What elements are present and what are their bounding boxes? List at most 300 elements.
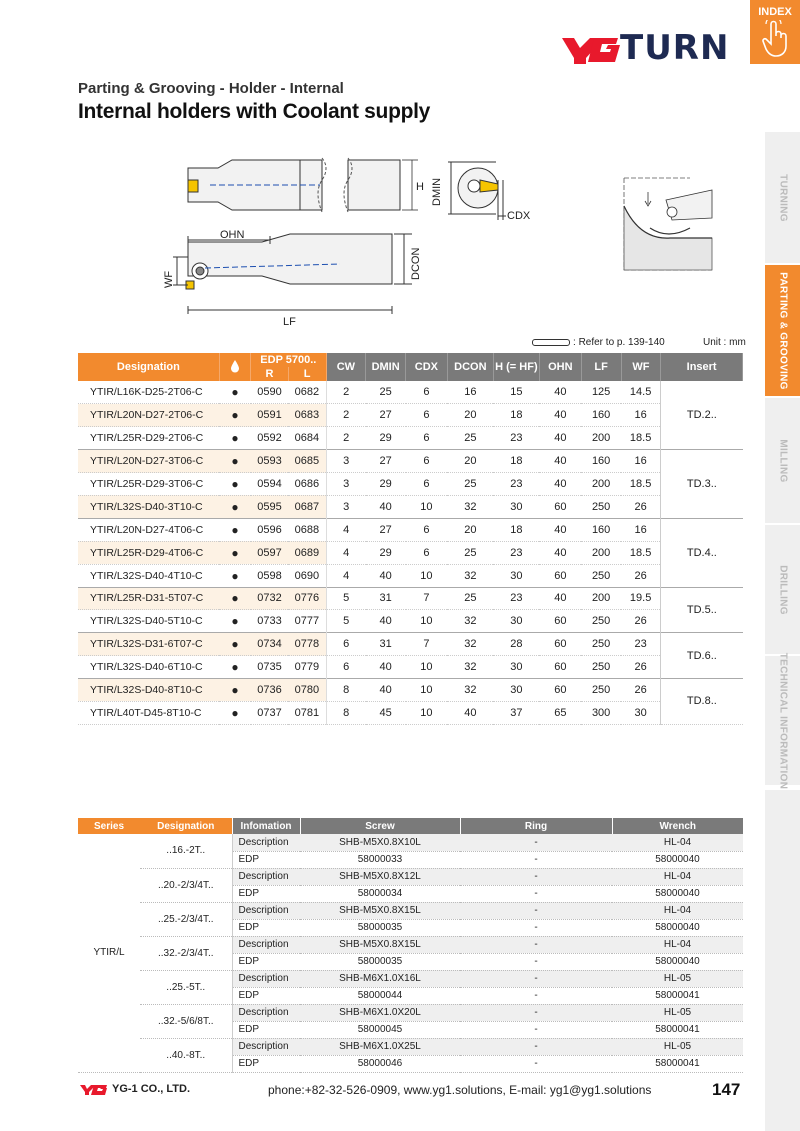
cell-screw: SHB-M5X0.8X15L — [300, 936, 460, 953]
table-row — [78, 936, 743, 953]
holder-table — [78, 353, 743, 725]
cell-h: 30 — [493, 495, 539, 518]
cell-cdx: 10 — [406, 679, 448, 702]
col-edp: EDP 5700.. — [251, 353, 326, 367]
cell-wf: 18.5 — [621, 427, 661, 450]
cell-wf: 18.5 — [621, 541, 661, 564]
holder-drawing — [0, 140, 760, 340]
cell-edp-r: 0597 — [251, 541, 289, 564]
cell-ring: - — [460, 1021, 612, 1038]
cell-dcon: 32 — [447, 633, 493, 656]
col-edp-r: R — [251, 367, 289, 381]
cell-wrench: 58000041 — [612, 1021, 743, 1038]
col-cdx: CDX — [406, 353, 448, 381]
cell-cw: 2 — [326, 427, 366, 450]
cell-wrench: 58000041 — [612, 1055, 743, 1072]
table-row — [78, 633, 743, 656]
cell-ohn: 40 — [539, 473, 581, 496]
cell-edp-l: 0682 — [288, 381, 326, 404]
table-row — [78, 473, 743, 496]
table-row — [78, 495, 743, 518]
cell-lf: 300 — [581, 701, 621, 724]
cell-screw: SHB-M5X0.8X15L — [300, 902, 460, 919]
cell-dmin: 31 — [366, 587, 406, 610]
cell-edp-r: 0737 — [251, 701, 289, 724]
cell-dmin: 40 — [366, 564, 406, 587]
col-cw: CW — [326, 353, 366, 381]
contact-info: phone:+82-32-526-0909, www.yg1.solutions, E-mail: yg1@yg1.solutions — [268, 1083, 652, 1097]
cell-dcon: 32 — [447, 610, 493, 633]
cell-edp-l: 0690 — [288, 564, 326, 587]
cell-h: 30 — [493, 656, 539, 679]
cell-insert: TD.8.. — [661, 679, 743, 725]
svg-text:WF: WF — [163, 270, 175, 288]
cell-wf: 16 — [621, 404, 661, 427]
cell-dcon: 32 — [447, 679, 493, 702]
cell-wrench: HL-04 — [612, 868, 743, 885]
cell-dmin: 29 — [366, 473, 406, 496]
cell-info-label: EDP — [232, 851, 300, 868]
cell-cdx: 6 — [406, 518, 448, 541]
cell-dcon: 16 — [447, 381, 493, 404]
cell-edp-l: 0777 — [288, 610, 326, 633]
coolant-dot-icon: ● — [219, 701, 250, 724]
table-row — [78, 1004, 743, 1021]
cell-ohn: 40 — [539, 381, 581, 404]
col-series: Series — [78, 818, 140, 834]
cell-cw: 3 — [326, 495, 366, 518]
cell-cdx: 7 — [406, 633, 448, 656]
table-row — [78, 564, 743, 587]
cell-h: 28 — [493, 633, 539, 656]
cell-h: 30 — [493, 679, 539, 702]
cell-h: 18 — [493, 450, 539, 473]
col-insert: Insert — [661, 353, 743, 381]
col-screw: Screw — [300, 818, 460, 834]
cell-dmin: 29 — [366, 541, 406, 564]
cell-info-label: EDP — [232, 987, 300, 1004]
cell-edp-r: 0735 — [251, 656, 289, 679]
cell-dcon: 20 — [447, 450, 493, 473]
col-ohn: OHN — [539, 353, 581, 381]
coolant-dot-icon: ● — [219, 587, 250, 610]
cell-ring: - — [460, 953, 612, 970]
cell-insert: TD.5.. — [661, 587, 743, 633]
cell-wrench: 58000040 — [612, 851, 743, 868]
cell-wrench: HL-05 — [612, 1038, 743, 1055]
cell-dmin: 40 — [366, 656, 406, 679]
cell-info-label: EDP — [232, 953, 300, 970]
table-row — [78, 902, 743, 919]
cell-wrench: HL-05 — [612, 1004, 743, 1021]
cell-ring: - — [460, 970, 612, 987]
cell-insert: TD.4.. — [661, 518, 743, 587]
index-tab[interactable] — [750, 0, 800, 64]
cell-edp-l: 0776 — [288, 587, 326, 610]
cell-h: 18 — [493, 518, 539, 541]
cell-info-label: Description — [232, 1004, 300, 1021]
cell-cdx: 6 — [406, 427, 448, 450]
cell-lf: 250 — [581, 495, 621, 518]
cell-cdx: 6 — [406, 404, 448, 427]
cell-ohn: 60 — [539, 679, 581, 702]
cell-designation: YTIR/L32S-D31-6T07-C — [78, 633, 219, 656]
cell-dmin: 45 — [366, 701, 406, 724]
cell-insert: TD.2.. — [661, 381, 743, 450]
cell-ohn: 60 — [539, 564, 581, 587]
cell-edp-l: 0780 — [288, 679, 326, 702]
cell-dcon: 32 — [447, 564, 493, 587]
cell-dcon: 25 — [447, 427, 493, 450]
cell-screw: SHB-M6X1.0X20L — [300, 1004, 460, 1021]
insert-ref-icon — [532, 339, 570, 346]
svg-text:CDX: CDX — [507, 210, 531, 222]
cell-h: 15 — [493, 381, 539, 404]
coolant-dot-icon: ● — [219, 518, 250, 541]
side-tab-milling[interactable]: MILLING — [765, 398, 800, 524]
coolant-dot-icon: ● — [219, 541, 250, 564]
cell-lf: 160 — [581, 518, 621, 541]
cell-edp-r: 0590 — [251, 381, 289, 404]
cell-edp-l: 0685 — [288, 450, 326, 473]
cell-wrench: HL-04 — [612, 936, 743, 953]
company-name: YG-1 CO., LTD. — [112, 1083, 191, 1095]
cell-info-label: Description — [232, 936, 300, 953]
cell-info-label: Description — [232, 970, 300, 987]
cell-ohn: 65 — [539, 701, 581, 724]
cell-cw: 8 — [326, 679, 366, 702]
svg-text:LF: LF — [283, 316, 296, 328]
cell-h: 23 — [493, 541, 539, 564]
cell-designation: YTIR/L32S-D40-6T10-C — [78, 656, 219, 679]
cell-lf: 250 — [581, 564, 621, 587]
coolant-dot-icon: ● — [219, 495, 250, 518]
cell-ring: - — [460, 1038, 612, 1055]
cell-screw: 58000046 — [300, 1055, 460, 1072]
coolant-dot-icon: ● — [219, 633, 250, 656]
cell-wf: 26 — [621, 564, 661, 587]
index-label: INDEX — [758, 6, 792, 18]
cell-cdx: 6 — [406, 473, 448, 496]
cell-wrench: 58000040 — [612, 885, 743, 902]
cell-screw: 58000035 — [300, 953, 460, 970]
col-ring: Ring — [460, 818, 612, 834]
cell-acc-designation: ..16.-2T.. — [140, 834, 232, 868]
coolant-dot-icon: ● — [219, 404, 250, 427]
page-title: Internal holders with Coolant supply — [78, 100, 431, 123]
cell-h: 30 — [493, 564, 539, 587]
cell-cw: 3 — [326, 450, 366, 473]
cell-edp-r: 0596 — [251, 518, 289, 541]
cell-h: 18 — [493, 404, 539, 427]
reference-note: : Refer to p. 139-140 — [532, 337, 665, 348]
cell-h: 30 — [493, 610, 539, 633]
col-lf: LF — [581, 353, 621, 381]
cell-cw: 8 — [326, 701, 366, 724]
cell-dcon: 25 — [447, 473, 493, 496]
coolant-dot-icon: ● — [219, 564, 250, 587]
col-wf: WF — [621, 353, 661, 381]
table-row — [78, 450, 743, 473]
cell-cdx: 6 — [406, 541, 448, 564]
cell-info-label: EDP — [232, 885, 300, 902]
cell-edp-r: 0734 — [251, 633, 289, 656]
cell-dmin: 27 — [366, 518, 406, 541]
cell-cdx: 10 — [406, 564, 448, 587]
cell-ring: - — [460, 1004, 612, 1021]
table-row — [78, 381, 743, 404]
cell-lf: 250 — [581, 610, 621, 633]
cell-designation: YTIR/L32S-D40-8T10-C — [78, 679, 219, 702]
cell-edp-l: 0688 — [288, 518, 326, 541]
cell-screw: SHB-M5X0.8X10L — [300, 834, 460, 851]
cell-insert: TD.3.. — [661, 450, 743, 519]
cell-dcon: 20 — [447, 518, 493, 541]
cell-cw: 3 — [326, 473, 366, 496]
cell-wrench: HL-04 — [612, 834, 743, 851]
cell-ohn: 60 — [539, 656, 581, 679]
cell-edp-l: 0684 — [288, 427, 326, 450]
coolant-dot-icon: ● — [219, 610, 250, 633]
cell-lf: 200 — [581, 427, 621, 450]
cell-edp-l: 0686 — [288, 473, 326, 496]
cell-edp-r: 0592 — [251, 427, 289, 450]
cell-wf: 26 — [621, 610, 661, 633]
cell-edp-r: 0598 — [251, 564, 289, 587]
cell-ring: - — [460, 868, 612, 885]
cell-designation: YTIR/L20N-D27-2T06-C — [78, 404, 219, 427]
cell-dmin: 25 — [366, 381, 406, 404]
cell-wf: 26 — [621, 679, 661, 702]
cell-wf: 30 — [621, 701, 661, 724]
cell-insert: TD.6.. — [661, 633, 743, 679]
cell-wrench: 58000041 — [612, 987, 743, 1004]
cell-edp-l: 0778 — [288, 633, 326, 656]
cell-acc-designation: ..40.-8T.. — [140, 1038, 232, 1072]
accessories-table — [78, 818, 743, 1073]
cell-ohn: 60 — [539, 495, 581, 518]
cell-wrench: HL-05 — [612, 970, 743, 987]
cell-wrench: 58000040 — [612, 919, 743, 936]
cell-lf: 200 — [581, 473, 621, 496]
cell-ohn: 60 — [539, 610, 581, 633]
cell-lf: 160 — [581, 404, 621, 427]
coolant-dot-icon: ● — [219, 656, 250, 679]
table-row — [78, 868, 743, 885]
page-subtitle: Parting & Grooving - Holder - Internal — [78, 80, 344, 97]
cell-lf: 200 — [581, 541, 621, 564]
cell-wf: 14.5 — [621, 381, 661, 404]
cell-cw: 5 — [326, 610, 366, 633]
svg-text:H: H — [416, 181, 424, 193]
table-row — [78, 834, 743, 851]
cell-ohn: 40 — [539, 427, 581, 450]
cell-cdx: 10 — [406, 701, 448, 724]
cell-wf: 23 — [621, 633, 661, 656]
cell-ring: - — [460, 1055, 612, 1072]
col-dmin: DMIN — [366, 353, 406, 381]
side-tab-technical-information[interactable]: TECHNICAL INFORMATION — [765, 656, 800, 786]
cell-designation: YTIR/L25R-D29-4T06-C — [78, 541, 219, 564]
cell-wf: 18.5 — [621, 473, 661, 496]
coolant-dot-icon: ● — [219, 381, 250, 404]
cell-designation: YTIR/L16K-D25-2T06-C — [78, 381, 219, 404]
col-dcon: DCON — [447, 353, 493, 381]
cell-dcon: 20 — [447, 404, 493, 427]
page-number: 147 — [712, 1080, 741, 1099]
cell-cw: 2 — [326, 404, 366, 427]
cell-cw: 6 — [326, 656, 366, 679]
cell-dcon: 32 — [447, 495, 493, 518]
coolant-dot-icon: ● — [219, 473, 250, 496]
cell-cw: 4 — [326, 541, 366, 564]
side-edge — [765, 790, 800, 1131]
cell-h: 23 — [493, 473, 539, 496]
cell-dcon: 40 — [447, 701, 493, 724]
cell-ring: - — [460, 987, 612, 1004]
side-tab-parting-grooving[interactable]: PARTING & GROOVING — [765, 265, 800, 397]
cell-acc-designation: ..32.-2/3/4T.. — [140, 936, 232, 970]
cell-ring: - — [460, 885, 612, 902]
coolant-dot-icon: ● — [219, 450, 250, 473]
cell-edp-l: 0687 — [288, 495, 326, 518]
cell-dmin: 29 — [366, 427, 406, 450]
svg-text:DCON: DCON — [410, 247, 422, 280]
col-wrench: Wrench — [612, 818, 743, 834]
coolant-dot-icon: ● — [219, 427, 250, 450]
cell-info-label: Description — [232, 1038, 300, 1055]
col-edp-l: L — [288, 367, 326, 381]
cell-wf: 26 — [621, 656, 661, 679]
cell-designation: YTIR/L32S-D40-3T10-C — [78, 495, 219, 518]
cell-info-label: EDP — [232, 1021, 300, 1038]
side-tab-drilling[interactable]: DRILLING — [765, 525, 800, 655]
cell-screw: 58000033 — [300, 851, 460, 868]
cell-screw: SHB-M5X0.8X12L — [300, 868, 460, 885]
col-designation: Designation — [78, 353, 219, 381]
cell-cdx: 7 — [406, 587, 448, 610]
pointing-hand-icon — [761, 20, 789, 58]
cell-edp-r: 0732 — [251, 587, 289, 610]
table-row — [78, 404, 743, 427]
cell-designation: YTIR/L20N-D27-3T06-C — [78, 450, 219, 473]
table-row — [78, 541, 743, 564]
table-row — [78, 970, 743, 987]
cell-dcon: 32 — [447, 656, 493, 679]
cell-ohn: 40 — [539, 541, 581, 564]
cell-info-label: Description — [232, 868, 300, 885]
cell-series: YTIR/L — [78, 834, 140, 1072]
cell-dcon: 25 — [447, 587, 493, 610]
cell-info-label: EDP — [232, 1055, 300, 1072]
coolant-drop-icon — [219, 353, 250, 381]
cell-wrench: HL-04 — [612, 902, 743, 919]
cell-cdx: 6 — [406, 450, 448, 473]
cell-ohn: 40 — [539, 404, 581, 427]
col-info: Infomation — [232, 818, 300, 834]
cell-info-label: Description — [232, 902, 300, 919]
side-tab-turning[interactable]: TURNING — [765, 132, 800, 264]
cell-wf: 16 — [621, 518, 661, 541]
cell-designation: YTIR/L20N-D27-4T06-C — [78, 518, 219, 541]
cell-designation: YTIR/L25R-D29-3T06-C — [78, 473, 219, 496]
cell-edp-l: 0781 — [288, 701, 326, 724]
cell-designation: YTIR/L32S-D40-4T10-C — [78, 564, 219, 587]
cell-wrench: 58000040 — [612, 953, 743, 970]
cell-dmin: 40 — [366, 610, 406, 633]
cell-designation: YTIR/L25R-D31-5T07-C — [78, 587, 219, 610]
table-row — [78, 587, 743, 610]
cell-screw: 58000045 — [300, 1021, 460, 1038]
cell-acc-designation: ..20.-2/3/4T.. — [140, 868, 232, 902]
cell-screw: SHB-M6X1.0X16L — [300, 970, 460, 987]
cell-cdx: 10 — [406, 610, 448, 633]
cell-dmin: 27 — [366, 450, 406, 473]
table-row — [78, 427, 743, 450]
table-row — [78, 656, 743, 679]
cell-dmin: 40 — [366, 679, 406, 702]
cell-edp-l: 0689 — [288, 541, 326, 564]
cell-wf: 16 — [621, 450, 661, 473]
cell-edp-r: 0594 — [251, 473, 289, 496]
cell-ohn: 40 — [539, 587, 581, 610]
cell-ohn: 40 — [539, 450, 581, 473]
col-h: H (= HF) — [493, 353, 539, 381]
cell-edp-r: 0595 — [251, 495, 289, 518]
svg-text:DMIN: DMIN — [431, 177, 443, 206]
cell-info-label: Description — [232, 834, 300, 851]
cell-ring: - — [460, 851, 612, 868]
cell-ohn: 60 — [539, 633, 581, 656]
cell-edp-r: 0591 — [251, 404, 289, 427]
cell-dmin: 31 — [366, 633, 406, 656]
cell-dmin: 27 — [366, 404, 406, 427]
cell-lf: 250 — [581, 633, 621, 656]
cell-cw: 4 — [326, 518, 366, 541]
cell-lf: 200 — [581, 587, 621, 610]
cell-wf: 26 — [621, 495, 661, 518]
col-acc-designation: Designation — [140, 818, 232, 834]
cell-ring: - — [460, 902, 612, 919]
cell-designation: YTIR/L32S-D40-5T10-C — [78, 610, 219, 633]
cell-cw: 4 — [326, 564, 366, 587]
cell-cdx: 10 — [406, 495, 448, 518]
cell-designation: YTIR/L25R-D29-2T06-C — [78, 427, 219, 450]
cell-screw: SHB-M6X1.0X25L — [300, 1038, 460, 1055]
cell-edp-r: 0593 — [251, 450, 289, 473]
cell-lf: 250 — [581, 679, 621, 702]
cell-designation: YTIR/L40T-D45-8T10-C — [78, 701, 219, 724]
cell-wf: 19.5 — [621, 587, 661, 610]
cell-edp-l: 0779 — [288, 656, 326, 679]
svg-text:OHN: OHN — [220, 229, 245, 241]
cell-screw: 58000034 — [300, 885, 460, 902]
table-row — [78, 679, 743, 702]
cell-ring: - — [460, 936, 612, 953]
cell-h: 37 — [493, 701, 539, 724]
cell-acc-designation: ..25.-2/3/4T.. — [140, 902, 232, 936]
unit-label: Unit : mm — [703, 337, 746, 348]
cell-cdx: 10 — [406, 656, 448, 679]
coolant-dot-icon: ● — [219, 679, 250, 702]
cell-screw: 58000044 — [300, 987, 460, 1004]
cell-lf: 160 — [581, 450, 621, 473]
cell-dmin: 40 — [366, 495, 406, 518]
footer-yg-logo — [80, 1084, 108, 1096]
cell-acc-designation: ..25.-5T.. — [140, 970, 232, 1004]
cell-info-label: EDP — [232, 919, 300, 936]
cell-cw: 2 — [326, 381, 366, 404]
